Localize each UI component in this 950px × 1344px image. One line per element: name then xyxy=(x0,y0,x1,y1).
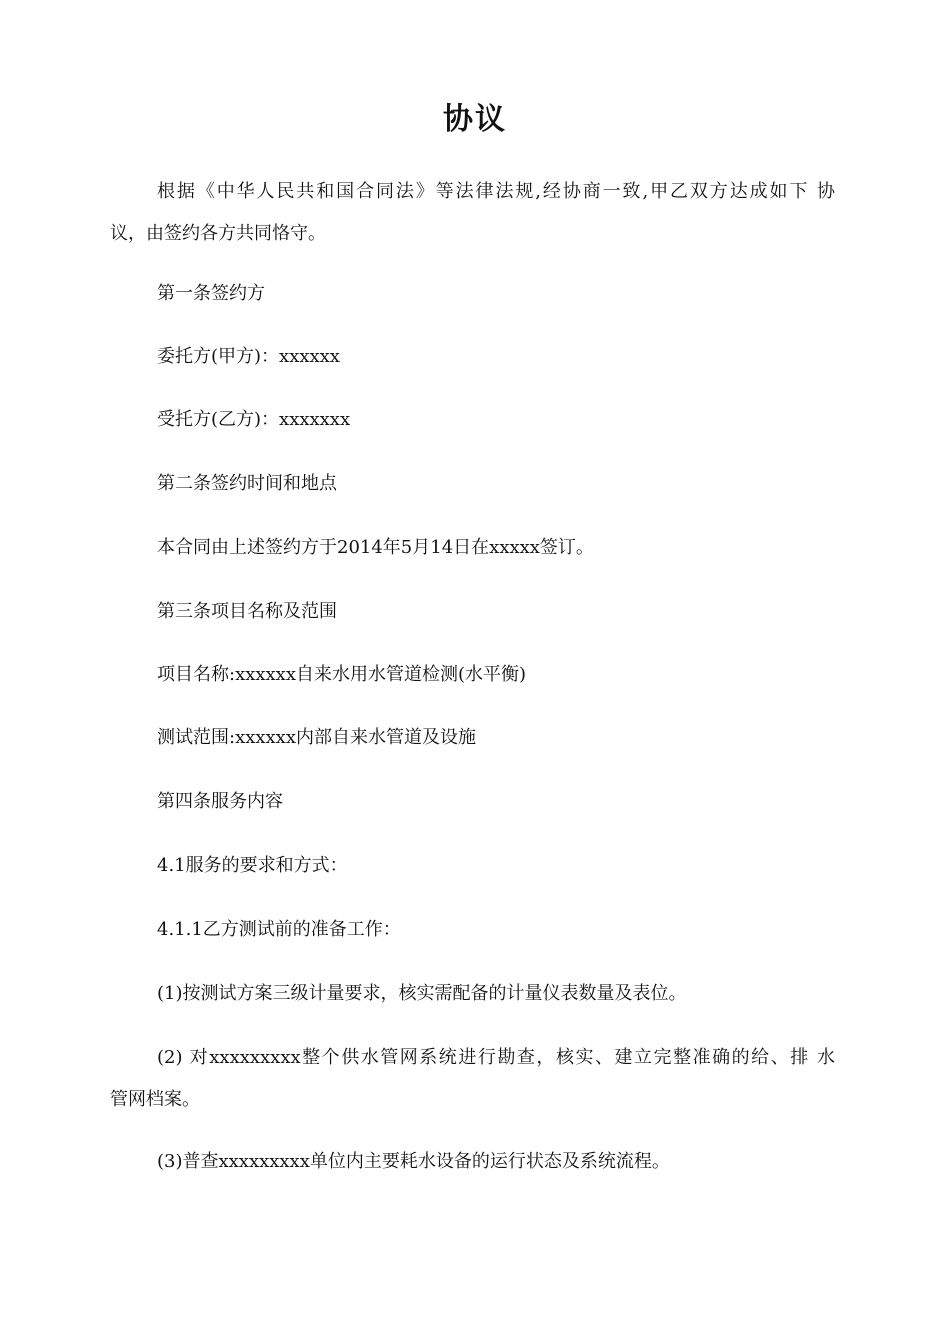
article-heading xyxy=(110,464,882,504)
paragraph-line: (2) 对xxxxxxxxx整个供水管网系统进行勘查，核实、建立完整准确的给、排 水 xyxy=(157,1047,835,1068)
article-heading xyxy=(110,592,882,632)
paragraph-line: (1)按测试方案三级计量要求，核实需配备的计量仪表数量及表位。 xyxy=(157,983,687,1004)
paragraph-line: 测试范围:xxxxxx内部自来水管道及设施 xyxy=(157,727,476,748)
clause-line xyxy=(110,910,882,950)
list-item xyxy=(110,1142,882,1182)
list-item xyxy=(110,974,882,1014)
paragraph-line: 第一条签约方 xyxy=(157,283,265,304)
party-a-line xyxy=(110,337,882,377)
paragraph-line: (3)普查xxxxxxxxx单位内主要耗水设备的运行状态及系统流程。 xyxy=(157,1151,670,1172)
project-name-line xyxy=(110,655,882,695)
paragraph-line: 第二条签约时间和地点 xyxy=(157,473,337,494)
paragraph-line: 受托方(乙方)：xxxxxxx xyxy=(157,409,351,430)
party-b-line xyxy=(110,400,882,440)
paragraph-line: 本合同由上述签约方于2014年5月14日在xxxxx签订。 xyxy=(157,537,594,558)
article-heading xyxy=(110,782,882,822)
paragraph-line: 第三条项目名称及范围 xyxy=(157,601,337,622)
paragraph-line: 委托方(甲方)：xxxxxx xyxy=(157,346,340,367)
paragraph-line: 4.1.1乙方测试前的准备工作： xyxy=(157,919,401,940)
signing-line xyxy=(110,528,882,568)
paragraph-line: 第四条服务内容 xyxy=(157,791,283,812)
list-item xyxy=(110,1038,835,1120)
paragraph-line: 项目名称:xxxxxx自来水用水管道检测(水平衡) xyxy=(157,664,527,685)
clause-line xyxy=(110,846,882,886)
document-title: 协议 xyxy=(443,102,507,137)
test-scope-line xyxy=(110,718,882,758)
paragraph-line: 管网档案。 xyxy=(110,1089,200,1110)
paragraph-line: 议，由签约各方共同恪守。 xyxy=(110,223,326,244)
paragraph-line: 4.1服务的要求和方式： xyxy=(157,855,348,876)
article-heading xyxy=(110,274,882,314)
paragraph-line: 根据《中华人民共和国合同法》等法律法规,经协商一致,甲乙双方达成如下 协 xyxy=(157,181,835,202)
intro-paragraph xyxy=(110,172,835,254)
